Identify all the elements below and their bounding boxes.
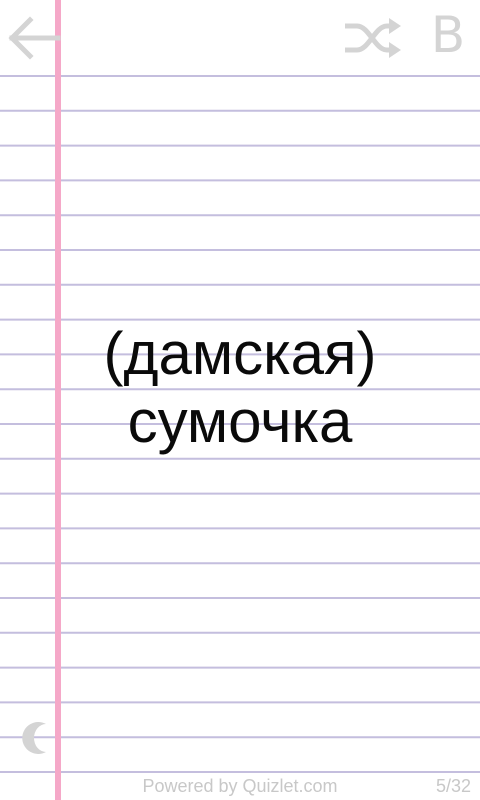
back-button[interactable] [4, 8, 66, 68]
b-label: B [430, 6, 466, 64]
powered-by-text: Powered by Quizlet.com [142, 776, 338, 796]
term-text: (дамская) сумочка [103, 320, 377, 455]
shuffle-button[interactable] [338, 8, 406, 68]
shuffle-icon [341, 16, 403, 60]
arrow-left-icon [8, 16, 62, 60]
term-container [60, 320, 420, 456]
b-button[interactable] [420, 8, 476, 68]
page-counter: 5/32 [436, 776, 472, 796]
crescent-icon[interactable] [20, 718, 60, 758]
